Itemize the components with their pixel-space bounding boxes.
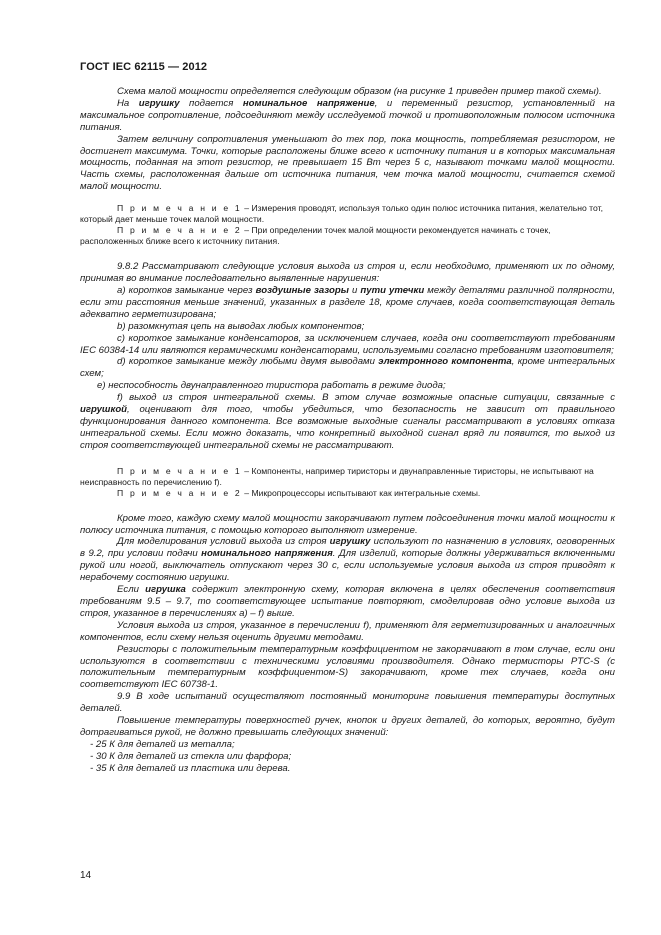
paragraph-9-8-2: 9.8.2 Рассматривают следующие условия выхода из строя и, если необходимо, применяют их по одному, принимая во внимание последовательно выявленные нарушения: xyxy=(80,261,615,285)
paragraph-encapsulated-components: Условия выхода из строя, указанное в перечислении f), применяют для герметизированных и аналогичных компонентов, если схему нельзя оценить другими методами. xyxy=(80,619,615,643)
term-toy-3: игрушку xyxy=(329,536,371,548)
paragraph-low-power-definition: Схема малой мощности определяется следующим образом (на рисунке 1 приведен пример такой схемы). xyxy=(117,86,602,97)
list-item-d: d) короткое замыкание между любыми двумя выводами электронного компонента, кроме интегральных схем; xyxy=(80,356,615,380)
list-item-e: e) неспособность двунаправленного тиристора работать в режиме диода; xyxy=(97,380,446,392)
paragraph-temperature-rise: Повышение температуры поверхностей ручек, кнопок и других деталей, до которых, вероятно, будут дотрагиваться рукой, не должно превышать следующих значений: xyxy=(80,715,615,738)
note-2: П р и м е ч а н и е 2 – При определении точек малой мощности рекомендуется начинать с точек, расположенных ближе всего к источнику питания. xyxy=(80,225,551,247)
term-toy-2: игрушкой xyxy=(80,404,128,416)
document-body xyxy=(80,86,615,775)
paragraph-resistance-reduction: Затем величину сопротивления уменьшают до тех пор, пока мощность, потребляемая резистором, не достигнет максимума. Точки, которые расположены ближе всего к источнику питания и в которых максимальная мощность, поданная на этот резистор, не превышает 15 Вт через 5 с, называют точками малой мощности. Часть схемы, расположенная дальше от источника питания, чем точка малой мощности, считается схемой малой мощности. xyxy=(80,133,615,193)
term-rated-voltage-2: номинального напряжения xyxy=(201,548,333,560)
paragraph-voltage-supply: На игрушку подается номинальное напряжение, и переменный резистор, установленный на максимальное сопротивление, подсоединяют между исследуемой точкой и противоположным полюсом источника питания. xyxy=(80,97,616,133)
limit-plastic: - 35 К для деталей из пластика или дерева. xyxy=(90,762,291,774)
note-3: П р и м е ч а н и е 1 – Компоненты, например тиристоры и двунаправленные тиристоры, не испытывают на неисправность по перечислению f). xyxy=(80,465,594,487)
note-1: П р и м е ч а н и е 1 – Измерения проводят, используя только один полюс источника питания, желательно тот, который дает меньше точек малой мощности. xyxy=(80,203,603,225)
paragraph-short-circuit-points: Кроме того, каждую схему малой мощности закорачивают путем подсоединения точки малой мощности к полюсу источника питания, с помощью которого выполняют измерение. xyxy=(80,512,615,536)
term-toy: игрушку xyxy=(138,97,180,109)
limit-glass: - 30 К для деталей из стекла или фарфора; xyxy=(90,750,292,762)
term-rated-voltage: номинальное напряжение xyxy=(242,97,375,109)
list-item-f: f) выход из строя интегральной схемы. В этом случае возможные опасные ситуации, связанные с игрушкой, оценивают для того, чтобы убедиться, что безопасность не зависит от правильного функционирования данного компонента. Все возможные выходные сигналы рассматривают в условиях отказа интегральной схемы. Если можно доказать, что конкретный выходной сигнал вряд ли появится, то выход из строя соответствующей интегральной схемы не рассматривают. xyxy=(80,392,615,451)
term-creepage: пути утечки xyxy=(360,284,425,296)
term-clearances: воздушные зазоры xyxy=(255,284,349,296)
term-toy-4: игрушка xyxy=(145,584,186,596)
limit-metal: - 25 К для деталей из металла; xyxy=(90,738,235,750)
paragraph-fault-simulation: Для моделирования условий выхода из строя игрушку используют по назначению в условиях, оговоренных в 9.2, при условии подачи номинального напряжения. Для изделий, которые должны удерживаться включенными рукой или ногой, выключатель отпускают через 30 с, если используемые условия выхода из строя приводят к нерабочему состоянию игрушки. xyxy=(80,536,615,584)
paragraph-electronic-circuit: Если игрушка содержит электронную схему, которая включена в целях обеспечения соответствия требованиям 9.5 – 9.7, то соответствующее испытание повторяют, смоделировав одно условие выхода из строя, указанное в перечислениях a) – f) выше. xyxy=(80,584,615,619)
document-header: ГОСТ IEC 62115 — 2012 xyxy=(80,61,208,73)
paragraph-ptc-resistors: Резисторы с положительным температурным коэффициентом не закорачивают в том случае, если они используются в соответствии с техническими условиями производителя. Однако термисторы PTC-S (с положительным температурным коэффициентом-S) закорачивают, кроме тех случаев, когда они соответствуют IEC 60738-1. xyxy=(80,643,615,691)
list-item-b: b) разомкнутая цепь на выводах любых компонентов; xyxy=(117,320,365,332)
temperature-limits-list xyxy=(80,739,615,775)
note-4: П р и м е ч а н и е 2 – Микропроцессоры испытывают как интегральные схемы. xyxy=(117,487,481,498)
page-number: 14 xyxy=(80,870,92,881)
paragraph-9-9: 9.9 В ходе испытаний осуществляют постоянный мониторинг повышения температуры доступных деталей. xyxy=(80,691,615,715)
list-item-a: a) коротков замыкание через воздушные зазоры и пути утечки между деталями различной полярности, если эти расстояния меньше значений, указанных в разделе 18, кроме случаев, когда соответствующая деталь адекватно герметизирована; xyxy=(80,284,616,320)
list-item-c: c) короткое замыкание конденсаторов, за исключением случаев, когда они соответствуют требованиям IEC 60384-14 или являются керамическими конденсаторами, используемыми согласно требованиям изготовителя; xyxy=(80,332,615,356)
term-electronic-component: электронного компонента xyxy=(378,356,512,368)
